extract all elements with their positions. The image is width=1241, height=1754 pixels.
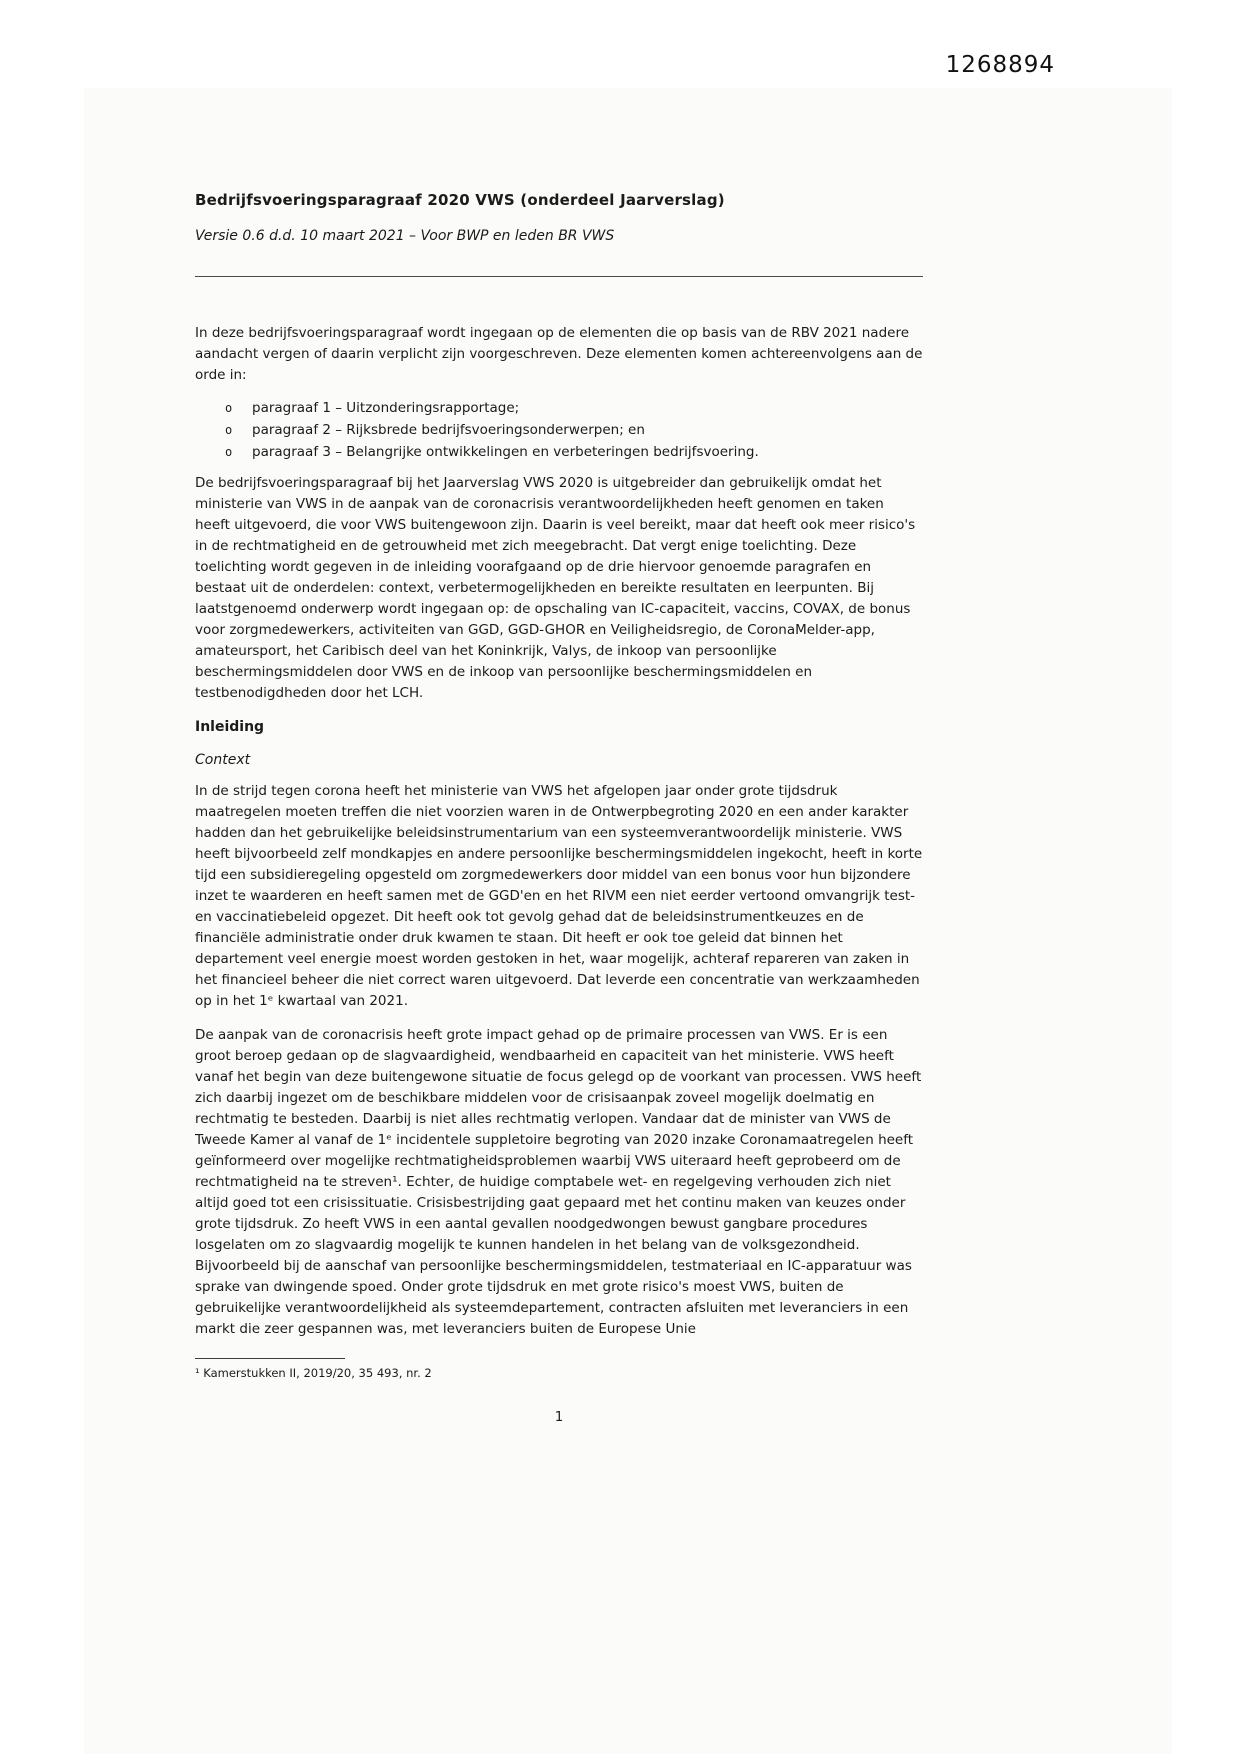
list-item-text: paragraaf 2 – Rijksbrede bedrijfsvoeringsonderwerpen; en <box>252 422 645 438</box>
document-title: Bedrijfsvoeringsparagraaf 2020 VWS (onderdeel Jaarverslag) <box>195 191 725 209</box>
paragraph-list <box>195 397 923 463</box>
list-item <box>225 397 923 419</box>
footnote-text: ¹ Kamerstukken II, 2019/20, 35 493, nr. 2 <box>195 1366 432 1380</box>
body-paragraph: De aanpak van de coronacrisis heeft grote impact gehad op de primaire processen van VWS. Er is een groot beroep gedaan op de slagvaardigheid, wendbaarheid en capaciteit van het ministerie. VWS heeft vanaf het begin van deze buitengewone situatie de focus gelegd op de voorkant van processen. VWS heeft zich daarbij ingezet om de beschikbare middelen voor de crisisaanpak zoveel mogelijk doelmatig en rechtmatig te besteden. Daarbij is niet alles rechtmatig verlopen. Vandaar dat de minister van VWS de Tweede Kamer al vanaf de 1ᵉ incidentele suppletoire begroting van 2020 inzake Coronamaatregelen heeft geïnformeerd over mogelijke rechtmatigheidsproblemen waarbij VWS uiteraard heeft geprobeerd om de rechtmatigheid na te streven¹. Echter, de huidige comptabele wet- en regelgeving verhouden zich niet altijd goed tot een crisissituatie. Crisisbestrijding gaat gepaard met het continu maken van keuzes onder grote tijdsdruk. Zo heeft VWS in een aantal gevallen noodgedwongen bewust gangbare procedures losgelaten om zo slagvaardig mogelijk te kunnen handelen in het belang van de volksgezondheid. Bijvoorbeeld bij de aanschaf van persoonlijke beschermingsmiddelen, testmateriaal en IC-apparatuur was sprake van dwingende spoed. Onder grote tijdsdruk en met grote risico's moest VWS, buiten de gebruikelijke verantwoordelijkheid als systeemdepartement, contracten afsluiten met leveranciers in een markt die zeer gespannen was, met leveranciers buiten de Europese Unie <box>195 1027 922 1337</box>
list-item <box>225 419 923 441</box>
body-paragraph: In de strijd tegen corona heeft het ministerie van VWS het afgelopen jaar onder grote tijdsdruk maatregelen moeten treffen die niet voorzien waren in de Ontwerpbegroting 2020 en een ander karakter hadden dan het gebruikelijke beleidsinstrumentarium van een systeemverantwoordelijk ministerie. VWS heeft bijvoorbeeld zelf mondkapjes en andere persoonlijke beschermingsmiddelen ingekocht, heeft in korte tijd een subsidieregeling opgesteld om zorgmedewerkers door middel van een bonus voor hun bijzondere inzet te waarderen en heeft samen met de GGD'en en het RIVM een niet eerder vertoond omvangrijk test- en vaccinatiebeleid opgezet. Dit heeft ook tot gevolg gehad dat de beleidsinstrumentkeuzes en de financiële administratie onder druk kwamen te staan. Dit heeft er ook toe geleid dat binnen het departement veel energie moest worden gestoken in het, waar mogelijk, achteraf repareren van zaken in het financieel beheer die niet correct waren uitgevoerd. Dat leverde een concentratie van werkzaamheden op in het 1ᵉ kwartaal van 2021. <box>195 783 923 1009</box>
document-number: 1268894 <box>945 52 1055 78</box>
document-subtitle: Versie 0.6 d.d. 10 maart 2021 – Voor BWP en leden BR VWS <box>195 228 615 244</box>
list-item-text: paragraaf 3 – Belangrijke ontwikkelingen en verbeteringen bedrijfsvoering. <box>252 444 759 460</box>
intro-paragraph: In deze bedrijfsvoeringsparagraaf wordt ingegaan op de elementen die op basis van de RBV 2021 nadere aandacht vergen of daarin verplicht zijn voorgeschreven. Deze elementen komen achtereenvolgens aan de orde in: <box>195 325 923 383</box>
header-divider <box>195 276 923 277</box>
bullet-icon: o <box>225 401 233 415</box>
bullet-icon: o <box>225 445 233 459</box>
list-item <box>225 441 923 463</box>
footnote <box>195 1358 923 1381</box>
body-paragraph: De bedrijfsvoeringsparagraaf bij het Jaarverslag VWS 2020 is uitgebreider dan gebruikelijk omdat het ministerie van VWS in de aanpak van de coronacrisis verantwoordelijkheden heeft genomen en taken heeft uitgevoerd, die voor VWS buitengewoon zijn. Daarin is veel bereikt, maar dat heeft ook meer risico's in de rechtmatigheid en de getrouwheid met zich meegebracht. Dat vergt enige toelichting. Deze toelichting wordt gegeven in de inleiding voorafgaand op de drie hiervoor genoemde paragrafen en bestaat uit de onderdelen: context, verbetermogelijkheden en bereikte resultaten en leerpunten. Bij laatstgenoemd onderwerp wordt ingegaan op: de opschaling van IC-capaciteit, vaccins, COVAX, de bonus voor zorgmedewerkers, activiteiten van GGD, GGD-GHOR en Veiligheidsregio, de CoronaMelder-app, amateursport, het Caribisch deel van het Koninkrijk, Valys, de inkoop van persoonlijke beschermingsmiddelen door VWS en de inkoop van persoonlijke beschermingsmiddelen en testbenodigdheden door het LCH. <box>195 475 916 701</box>
list-item-text: paragraaf 1 – Uitzonderingsrapportage; <box>252 400 520 416</box>
section-heading-inleiding: Inleiding <box>195 719 265 735</box>
bullet-icon: o <box>225 423 233 437</box>
sub-heading-context: Context <box>195 752 251 768</box>
page-number: 1 <box>554 1409 564 1425</box>
document-content <box>195 190 923 1428</box>
footnote-divider <box>195 1358 345 1359</box>
